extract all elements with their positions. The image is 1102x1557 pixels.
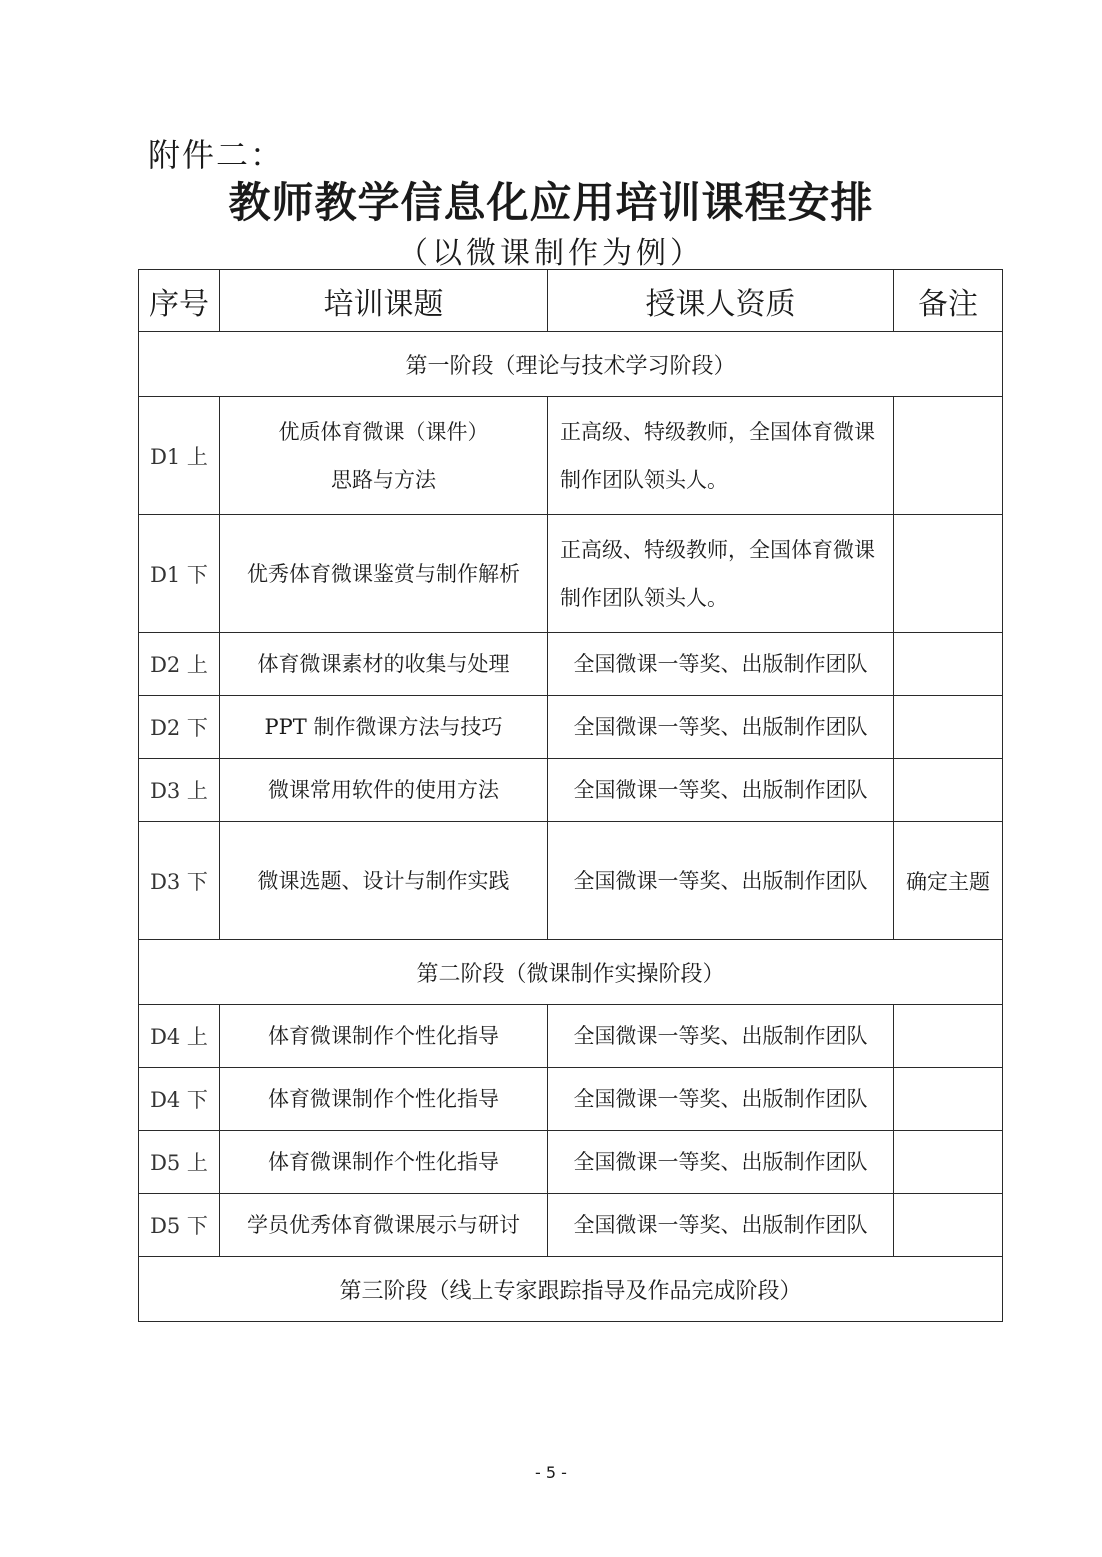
attachment-label: 附件二： — [148, 136, 285, 174]
stage-2-label: 第二阶段（微课制作实操阶段） — [139, 940, 1003, 1005]
row-seq: D4 上 — [139, 1005, 220, 1068]
row-topic — [220, 397, 548, 515]
table-row — [139, 1194, 1003, 1257]
row-topic: 微课常用软件的使用方法 — [220, 759, 548, 822]
table-row — [139, 633, 1003, 696]
table-row — [139, 515, 1003, 633]
document-title: 教师教学信息化应用培训课程安排 — [228, 178, 874, 227]
header-seq: 序号 — [139, 270, 220, 332]
row-topic: 学员优秀体育微课展示与研讨 — [220, 1194, 548, 1257]
row-qualification-line: 制作团队领头人。 — [560, 467, 728, 492]
row-qualification-line: 制作团队领头人。 — [560, 585, 728, 610]
row-seq: D2 上 — [139, 633, 220, 696]
row-note — [894, 696, 1003, 759]
row-qualification: 全国微课一等奖、出版制作团队 — [548, 1068, 894, 1131]
row-qualification: 全国微课一等奖、出版制作团队 — [548, 1005, 894, 1068]
row-qualification: 全国微课一等奖、出版制作团队 — [548, 633, 894, 696]
row-qualification: 全国微课一等奖、出版制作团队 — [548, 1131, 894, 1194]
row-qualification — [548, 515, 894, 633]
row-seq: D1 下 — [139, 515, 220, 633]
row-seq: D5 上 — [139, 1131, 220, 1194]
table-header-row — [139, 270, 1003, 332]
row-seq: D3 下 — [139, 822, 220, 940]
row-qualification — [548, 397, 894, 515]
row-topic-line: 优质体育微课（课件） — [278, 419, 489, 444]
row-qualification: 全国微课一等奖、出版制作团队 — [548, 759, 894, 822]
table-row — [139, 1131, 1003, 1194]
header-topic: 培训课题 — [220, 270, 548, 332]
row-note — [894, 1194, 1003, 1257]
row-topic: 优秀体育微课鉴赏与制作解析 — [220, 515, 548, 633]
row-topic-line: 思路与方法 — [331, 467, 436, 492]
header-note: 备注 — [894, 270, 1003, 332]
row-seq: D3 上 — [139, 759, 220, 822]
row-seq: D5 下 — [139, 1194, 220, 1257]
table-row — [139, 822, 1003, 940]
course-schedule-table — [138, 269, 1003, 1322]
row-seq: D4 下 — [139, 1068, 220, 1131]
row-note — [894, 1068, 1003, 1131]
header-qualification: 授课人资质 — [548, 270, 894, 332]
row-qualification-line: 正高级、特级教师，全国体育微课 — [560, 537, 875, 562]
row-note — [894, 633, 1003, 696]
row-topic: 体育微课素材的收集与处理 — [220, 633, 548, 696]
stage-row — [139, 1257, 1003, 1322]
row-seq: D2 下 — [139, 696, 220, 759]
table-row — [139, 696, 1003, 759]
stage-row — [139, 332, 1003, 397]
row-qualification-line: 正高级、特级教师，全国体育微课 — [560, 419, 875, 444]
row-topic: 体育微课制作个性化指导 — [220, 1068, 548, 1131]
row-note — [894, 759, 1003, 822]
row-note — [894, 397, 1003, 515]
row-note — [894, 515, 1003, 633]
table-row — [139, 397, 1003, 515]
row-topic: 体育微课制作个性化指导 — [220, 1131, 548, 1194]
row-topic: 体育微课制作个性化指导 — [220, 1005, 548, 1068]
row-note — [894, 1131, 1003, 1194]
row-qualification: 全国微课一等奖、出版制作团队 — [548, 822, 894, 940]
row-note: 确定主题 — [894, 822, 1003, 940]
stage-1-label: 第一阶段（理论与技术学习阶段） — [139, 332, 1003, 397]
table-row — [139, 1005, 1003, 1068]
stage-3-label: 第三阶段（线上专家跟踪指导及作品完成阶段） — [139, 1257, 1003, 1322]
row-seq: D1 上 — [139, 397, 220, 515]
row-topic: 微课选题、设计与制作实践 — [220, 822, 548, 940]
table-row — [139, 759, 1003, 822]
row-note — [894, 1005, 1003, 1068]
page-number: - 5 - — [535, 1463, 567, 1482]
stage-row — [139, 940, 1003, 1005]
row-qualification: 全国微课一等奖、出版制作团队 — [548, 1194, 894, 1257]
table-row — [139, 1068, 1003, 1131]
row-qualification: 全国微课一等奖、出版制作团队 — [548, 696, 894, 759]
document-subtitle: （以微课制作为例） — [398, 236, 704, 271]
row-topic: PPT 制作微课方法与技巧 — [220, 696, 548, 759]
